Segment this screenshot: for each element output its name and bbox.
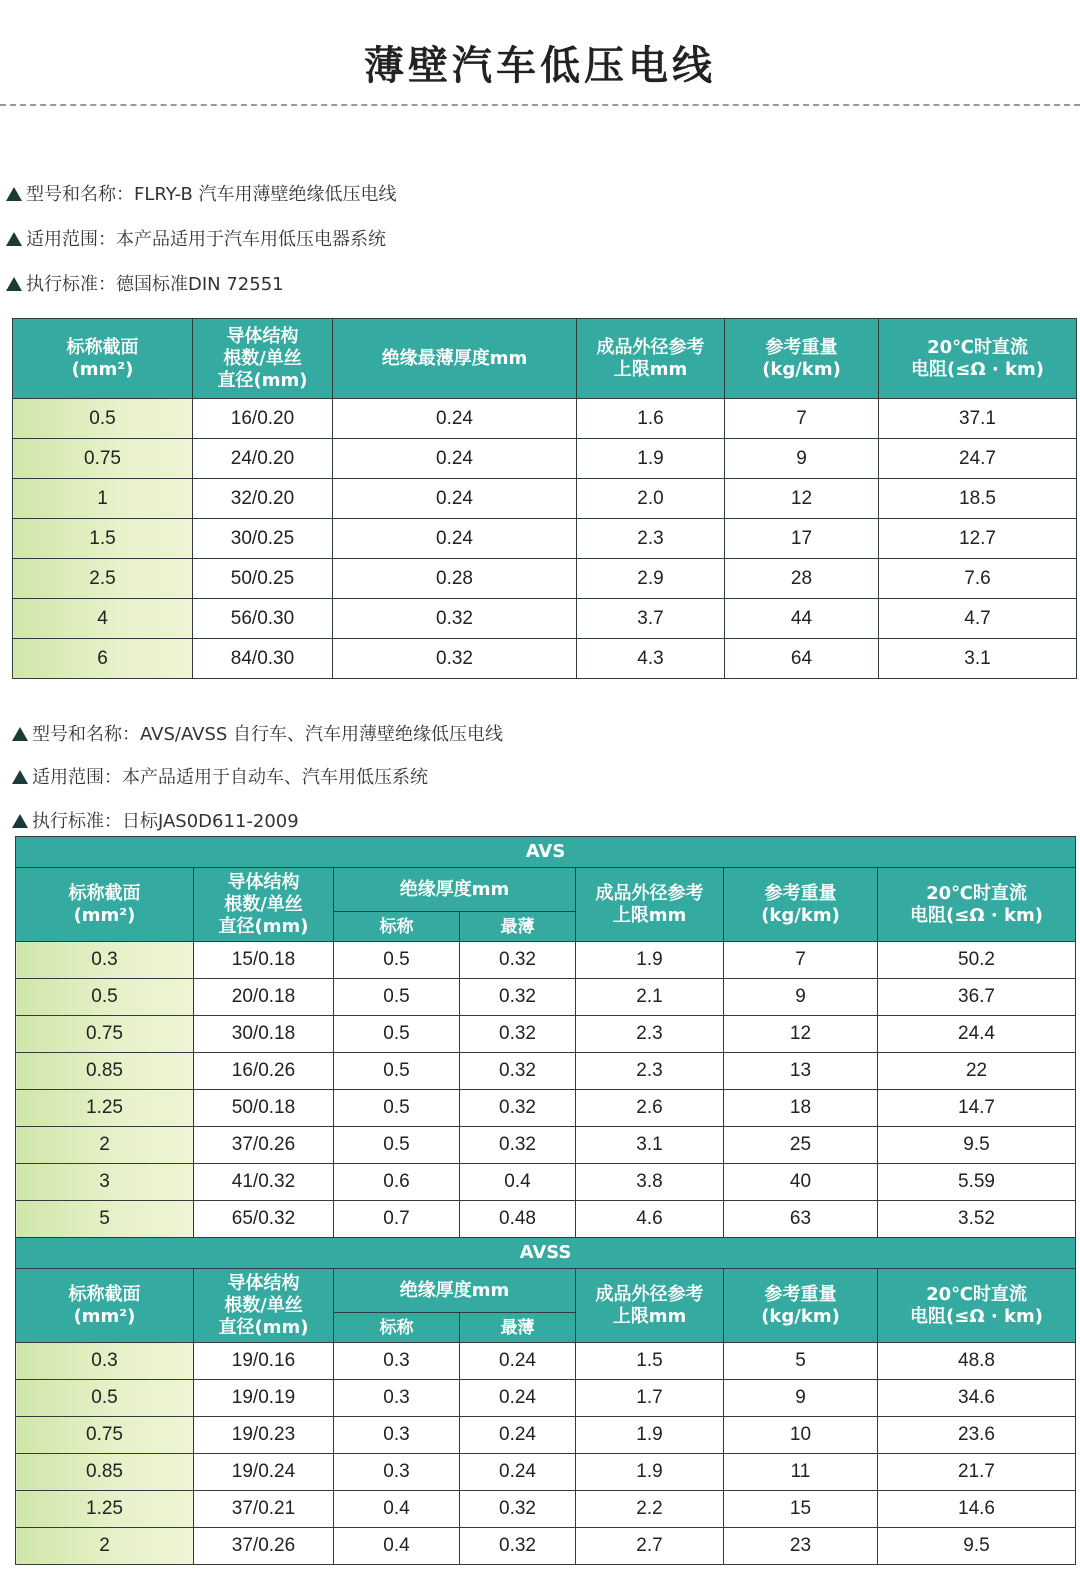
table-cell: 7 (724, 942, 878, 979)
table-row (16, 1201, 1076, 1238)
table-header-row (13, 319, 1077, 399)
table-cell: 2.3 (576, 1016, 724, 1053)
spec-line-text: 型号和名称：FLRY-B 汽车用薄壁绝缘低压电线 (26, 184, 397, 205)
table-cell: 0.32 (333, 599, 577, 639)
table-cell: 1.6 (577, 399, 725, 439)
header-conductor-structure: 导体结构 根数/单丝 直径(mm) (194, 1269, 334, 1343)
table-cell: 0.85 (16, 1053, 194, 1090)
table-cell: 2.1 (576, 979, 724, 1016)
table-cell: 0.32 (460, 942, 576, 979)
table-cell: 44 (725, 599, 879, 639)
header-nominal-section: 标称截面 (mm²) (13, 319, 193, 399)
header-outer-diameter: 成品外径参考 上限mm (576, 1269, 724, 1343)
table-row (16, 1343, 1076, 1380)
header-dc-resistance: 20℃时直流 电阻(≤Ω · km) (878, 1269, 1076, 1343)
spec-line-text: 型号和名称：AVS/AVSS 自行车、汽车用薄壁绝缘低压电线 (32, 724, 504, 745)
avss-label: AVSS (16, 1238, 1076, 1269)
table-cell: 2.0 (577, 479, 725, 519)
table-cell: 30/0.25 (193, 519, 333, 559)
table-cell: 4 (13, 599, 193, 639)
table-cell: 16/0.26 (194, 1053, 334, 1090)
table-cell: 1.7 (576, 1380, 724, 1417)
table-cell: 1.5 (13, 519, 193, 559)
triangle-bullet-icon (6, 277, 22, 291)
table-cell: 0.5 (334, 1016, 460, 1053)
table-cell: 0.3 (334, 1417, 460, 1454)
table-cell: 36.7 (878, 979, 1076, 1016)
triangle-bullet-icon (12, 770, 28, 784)
header-dc-resistance: 20℃时直流 电阻(≤Ω · km) (879, 319, 1077, 399)
table-cell: 0.5 (13, 399, 193, 439)
table-cell: 0.32 (460, 1016, 576, 1053)
table-cell: 2 (16, 1528, 194, 1565)
table-cell: 9 (725, 439, 879, 479)
table-cell: 37/0.26 (194, 1127, 334, 1164)
table-row (13, 399, 1077, 439)
table-cell: 9 (724, 1380, 878, 1417)
table-cell: 2 (16, 1127, 194, 1164)
table-cell: 19/0.16 (194, 1343, 334, 1380)
table-cell: 0.5 (334, 1127, 460, 1164)
table-cell: 17 (725, 519, 879, 559)
header-nominal-thickness: 标称 (334, 912, 460, 942)
table-cell: 5 (16, 1201, 194, 1238)
table-cell: 3.1 (576, 1127, 724, 1164)
table-row (16, 1164, 1076, 1201)
table-cell: 15 (724, 1491, 878, 1528)
table-cell: 1 (13, 479, 193, 519)
triangle-bullet-icon (6, 187, 22, 201)
header-insulation-min-thickness: 绝缘最薄厚度mm (333, 319, 577, 399)
header-conductor-structure: 导体结构 根数/单丝 直径(mm) (193, 319, 333, 399)
table-cell: 1.9 (577, 439, 725, 479)
table-cell: 37/0.21 (194, 1491, 334, 1528)
table-cell: 5.59 (878, 1164, 1076, 1201)
table-cell: 24/0.20 (193, 439, 333, 479)
table-cell: 0.32 (460, 979, 576, 1016)
table-cell: 0.3 (334, 1380, 460, 1417)
header-nominal-section: 标称截面 (mm²) (16, 1269, 194, 1343)
table-cell: 1.25 (16, 1491, 194, 1528)
spec-line-model (6, 180, 397, 206)
table-cell: 3.7 (577, 599, 725, 639)
table-cell: 0.32 (460, 1053, 576, 1090)
table-cell: 3.1 (879, 639, 1077, 679)
table-row (16, 942, 1076, 979)
table-cell: 16/0.20 (193, 399, 333, 439)
table-cell: 0.5 (334, 1090, 460, 1127)
table-cell: 3.52 (878, 1201, 1076, 1238)
table-cell: 0.32 (460, 1528, 576, 1565)
table-cell: 2.3 (577, 519, 725, 559)
table-row (16, 1016, 1076, 1053)
spec-line-text: 执行标准：德国标准DIN 72551 (26, 274, 284, 295)
table-cell: 0.6 (334, 1164, 460, 1201)
table-row (13, 599, 1077, 639)
table-cell: 10 (724, 1417, 878, 1454)
table-cell: 0.4 (334, 1491, 460, 1528)
avs-avss-table (15, 836, 1076, 1565)
table-cell: 50.2 (878, 942, 1076, 979)
table-cell: 0.3 (16, 1343, 194, 1380)
table-cell: 0.28 (333, 559, 577, 599)
table-cell: 5 (724, 1343, 878, 1380)
table-cell: 13 (724, 1053, 878, 1090)
flry-b-table (12, 318, 1077, 679)
table-cell: 0.7 (334, 1201, 460, 1238)
table-cell: 21.7 (878, 1454, 1076, 1491)
title-divider (0, 104, 1080, 106)
table-row (13, 639, 1077, 679)
table-cell: 24.7 (879, 439, 1077, 479)
table-cell: 0.5 (334, 942, 460, 979)
table-cell: 0.5 (334, 979, 460, 1016)
table-row (16, 1491, 1076, 1528)
spec-line-standard (6, 270, 284, 296)
table-cell: 25 (724, 1127, 878, 1164)
table-cell: 6 (13, 639, 193, 679)
table-cell: 37.1 (879, 399, 1077, 439)
table-cell: 3.8 (576, 1164, 724, 1201)
header-min-thickness: 最薄 (460, 1313, 576, 1343)
table-cell: 2.9 (577, 559, 725, 599)
table-cell: 0.24 (460, 1454, 576, 1491)
table-cell: 0.4 (334, 1528, 460, 1565)
table-cell: 0.24 (333, 439, 577, 479)
table-row (16, 979, 1076, 1016)
table-cell: 2.5 (13, 559, 193, 599)
table-cell: 40 (724, 1164, 878, 1201)
table-cell: 0.5 (334, 1053, 460, 1090)
table-cell: 0.4 (460, 1164, 576, 1201)
table-cell: 4.7 (879, 599, 1077, 639)
header-insulation-thickness: 绝缘厚度mm (334, 868, 576, 912)
table-cell: 0.24 (333, 399, 577, 439)
header-reference-weight: 参考重量 (kg/km) (724, 1269, 878, 1343)
table-cell: 32/0.20 (193, 479, 333, 519)
table-cell: 50/0.25 (193, 559, 333, 599)
header-reference-weight: 参考重量 (kg/km) (725, 319, 879, 399)
table-cell: 0.5 (16, 979, 194, 1016)
spec-line-scope (6, 225, 386, 251)
table-cell: 0.3 (334, 1454, 460, 1491)
table-cell: 2.6 (576, 1090, 724, 1127)
table-cell: 14.7 (878, 1090, 1076, 1127)
avss-band-row (16, 1238, 1076, 1269)
table-cell: 0.24 (333, 479, 577, 519)
spec-line-text: 执行标准：日标JAS0D611-2009 (32, 811, 299, 832)
table-cell: 11 (724, 1454, 878, 1491)
table-cell: 0.24 (460, 1343, 576, 1380)
table-cell: 0.32 (460, 1491, 576, 1528)
table-row (16, 1053, 1076, 1090)
header-nominal-section: 标称截面 (mm²) (16, 868, 194, 942)
table-cell: 20/0.18 (194, 979, 334, 1016)
table-cell: 4.3 (577, 639, 725, 679)
table-cell: 7 (725, 399, 879, 439)
table-cell: 64 (725, 639, 879, 679)
table-cell: 0.3 (334, 1343, 460, 1380)
table-cell: 23.6 (878, 1417, 1076, 1454)
table-cell: 19/0.19 (194, 1380, 334, 1417)
triangle-bullet-icon (6, 232, 22, 246)
table-cell: 15/0.18 (194, 942, 334, 979)
table-cell: 9.5 (878, 1127, 1076, 1164)
header-conductor-structure: 导体结构 根数/单丝 直径(mm) (194, 868, 334, 942)
table-cell: 34.6 (878, 1380, 1076, 1417)
table-cell: 30/0.18 (194, 1016, 334, 1053)
table-cell: 2.7 (576, 1528, 724, 1565)
triangle-bullet-icon (12, 814, 28, 828)
table-cell: 1.9 (576, 1454, 724, 1491)
table-cell: 0.75 (16, 1016, 194, 1053)
table-cell: 50/0.18 (194, 1090, 334, 1127)
table-cell: 41/0.32 (194, 1164, 334, 1201)
table-cell: 0.5 (16, 1380, 194, 1417)
table-cell: 48.8 (878, 1343, 1076, 1380)
header-dc-resistance: 20℃时直流 电阻(≤Ω · km) (878, 868, 1076, 942)
table-cell: 1.5 (576, 1343, 724, 1380)
header-insulation-thickness: 绝缘厚度mm (334, 1269, 576, 1313)
table-row (16, 1380, 1076, 1417)
table-cell: 9 (724, 979, 878, 1016)
table-cell: 1.9 (576, 942, 724, 979)
header-outer-diameter: 成品外径参考 上限mm (577, 319, 725, 399)
page-title: 薄壁汽车低压电线 (364, 43, 716, 89)
table-cell: 3 (16, 1164, 194, 1201)
table-header-row (16, 1269, 1076, 1313)
table-header-row (16, 868, 1076, 912)
table-cell: 2.2 (576, 1491, 724, 1528)
table-cell: 1.9 (576, 1417, 724, 1454)
table-cell: 0.24 (333, 519, 577, 559)
table-cell: 0.85 (16, 1454, 194, 1491)
table-cell: 37/0.26 (194, 1528, 334, 1565)
triangle-bullet-icon (12, 727, 28, 741)
table-row (16, 1454, 1076, 1491)
table-cell: 7.6 (879, 559, 1077, 599)
table-cell: 12 (724, 1016, 878, 1053)
spec-line-standard (12, 807, 299, 833)
table-cell: 0.32 (333, 639, 577, 679)
table-cell: 63 (724, 1201, 878, 1238)
table-cell: 0.75 (16, 1417, 194, 1454)
table-row (13, 479, 1077, 519)
spec-line-model (12, 720, 503, 746)
table-cell: 28 (725, 559, 879, 599)
table-cell: 12.7 (879, 519, 1077, 559)
table-cell: 24.4 (878, 1016, 1076, 1053)
table-cell: 12 (725, 479, 879, 519)
table-cell: 0.24 (460, 1417, 576, 1454)
spec-line-scope (12, 763, 428, 789)
header-min-thickness: 最薄 (460, 912, 576, 942)
table-cell: 9.5 (878, 1528, 1076, 1565)
table-cell: 22 (878, 1053, 1076, 1090)
header-outer-diameter: 成品外径参考 上限mm (576, 868, 724, 942)
table-cell: 14.6 (878, 1491, 1076, 1528)
header-reference-weight: 参考重量 (kg/km) (724, 868, 878, 942)
table-cell: 0.32 (460, 1090, 576, 1127)
table-row (16, 1127, 1076, 1164)
table-cell: 56/0.30 (193, 599, 333, 639)
table-cell: 0.48 (460, 1201, 576, 1238)
spec-line-text: 适用范围：本产品适用于汽车用低压电器系统 (26, 229, 386, 250)
table-cell: 65/0.32 (194, 1201, 334, 1238)
table-cell: 19/0.23 (194, 1417, 334, 1454)
table-cell: 18.5 (879, 479, 1077, 519)
table-row (16, 1090, 1076, 1127)
table-cell: 19/0.24 (194, 1454, 334, 1491)
table-cell: 23 (724, 1528, 878, 1565)
table-cell: 2.3 (576, 1053, 724, 1090)
table-cell: 18 (724, 1090, 878, 1127)
table-cell: 0.3 (16, 942, 194, 979)
table-cell: 1.25 (16, 1090, 194, 1127)
avs-label: AVS (16, 837, 1076, 868)
spec-line-text: 适用范围：本产品适用于自动车、汽车用低压系统 (32, 767, 428, 788)
table-row (13, 439, 1077, 479)
table-cell: 0.24 (460, 1380, 576, 1417)
table-cell: 84/0.30 (193, 639, 333, 679)
header-nominal-thickness: 标称 (334, 1313, 460, 1343)
table-row (13, 559, 1077, 599)
table-row (13, 519, 1077, 559)
table-cell: 4.6 (576, 1201, 724, 1238)
table-cell: 0.75 (13, 439, 193, 479)
table-row (16, 1417, 1076, 1454)
table-cell: 0.32 (460, 1127, 576, 1164)
avs-band-row (16, 837, 1076, 868)
table-row (16, 1528, 1076, 1565)
